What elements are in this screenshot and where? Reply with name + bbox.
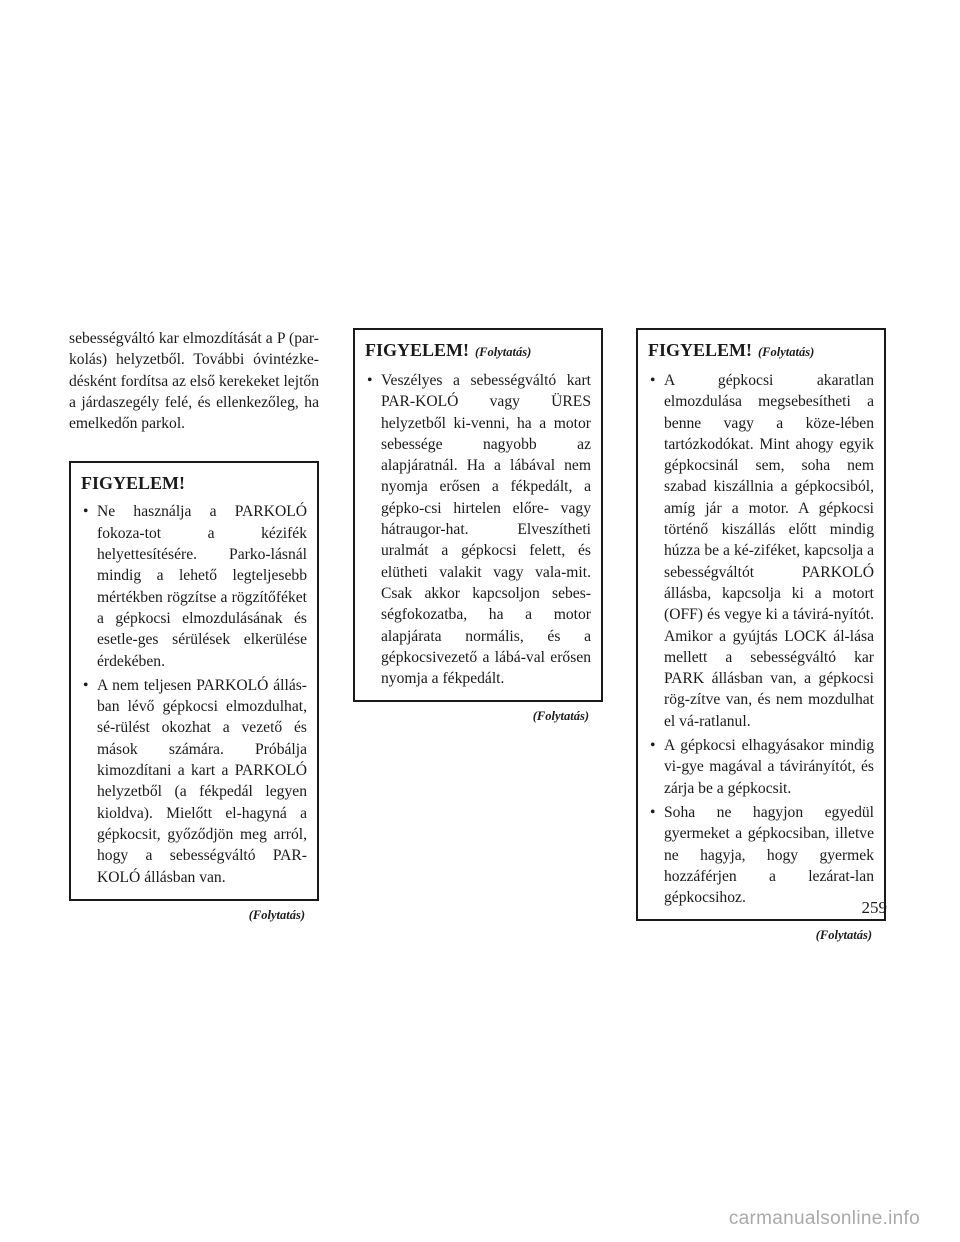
column-2 [353, 328, 603, 728]
warning-title-text: FIGYELEM! [81, 473, 186, 494]
warning-title-text: FIGYELEM! [648, 340, 753, 360]
continued-note: (Folytatás) [815, 928, 872, 943]
page-number: 259 [861, 898, 887, 917]
continued-note: (Folytatás) [248, 907, 305, 922]
column-1 [69, 328, 319, 926]
warning-box [69, 461, 319, 900]
warning-item: • A nem teljesen PARKOLÓ állás-ban lévő gépkocsi elmozdulhat, sé-rülést okozhat a vezető és mások számára. Próbálja kimozdítani a kart a PARKOLÓ helyzetből (a fékpedál legyen kioldva). Mielőtt el-hagyná a gépkocsit, győződjön meg arról, hogy a sebességváltó PAR-KOLÓ állásban van. [81, 675, 307, 888]
intro-paragraph: sebességváltó kar elmozdítását a P (par-kolás) helyzetből. További óvintézke-désként fordítsa az első kerekeket lejtőn a járdaszegély felé, és ellenkezőleg, ha emelkedőn parkol. [69, 330, 319, 433]
warning-title-continued: (Folytatás) [475, 345, 532, 359]
warning-title [365, 338, 591, 364]
warning-box [636, 328, 886, 921]
warning-item: • Ne használja a PARKOLÓ fokoza-tot a kézifék helyettesítésére. Parko-lásnál mindig a lehető legteljesebb mértékben rögzítse a rögzítőféket a gépkocsi elmozdulásának és esetle-ges sérülések elkerülése érdekében. [81, 501, 307, 671]
warning-title [648, 338, 874, 364]
warning-list [81, 501, 307, 887]
continued-note: (Folytatás) [532, 709, 589, 724]
warning-item: • A gépkocsi akaratlan elmozdulása megsebesítheti a benne vagy a köze-lében tartózkodókat. Mint ahogy egyik gépkocsinál sem, soha nem szabad kiszállnia a gépkocsiból, amíg jár a motor. A gépkocsi történő kiszállás előtt mindig húzza be a ké-ziféket, kapcsolja a sebességváltót PARKOLÓ állásba, kapcsolja ki a motort (OFF) és vegye ki a távirá-nyítót. Amikor a gyújtás LOCK ál-lása mellett a sebességváltó kar PARK állásban van, a gépkocsi rög-zítve van, és nem mozdulhat el vá-ratlanul. [648, 370, 874, 732]
warning-list [648, 370, 874, 908]
watermark: carmanualsonline.info [728, 1208, 920, 1229]
warning-title-continued: (Folytatás) [758, 345, 815, 359]
warning-item: • Veszélyes a sebességváltó kart PAR-KOLÓ vagy ÜRES helyzetből ki-venni, ha a motor sebessége nagyobb az alapjáratnál. Ha a lábával nem nyomja erősen a fékpedált, a gépko-csi hirtelen előre- vagy hátraugor-hat. Elveszítheti uralmát a gépkocsi felett, és elütheti valakit vagy vala-mit. Csak akkor kapcsoljon sebes-ségfokozatba, ha a motor alapjárata normális, és a gépkocsivezető a lábá-val erősen nyomja a fékpedált. [365, 370, 591, 689]
warning-title-text: FIGYELEM! [365, 340, 470, 360]
warning-item: • Soha ne hagyjon egyedül gyermeket a gépkocsiban, illetve ne hagyja, hogy gyermek hozzáférjen a lezárat-lan gépkocsihoz. [648, 802, 874, 908]
warning-list [365, 370, 591, 689]
warning-item: • A gépkocsi elhagyásakor mindig vi-gye magával a távirányítót, és zárja be a gépkocsit. [648, 735, 874, 799]
column-3 [636, 328, 886, 947]
warning-title [81, 471, 307, 495]
warning-box [353, 328, 603, 702]
